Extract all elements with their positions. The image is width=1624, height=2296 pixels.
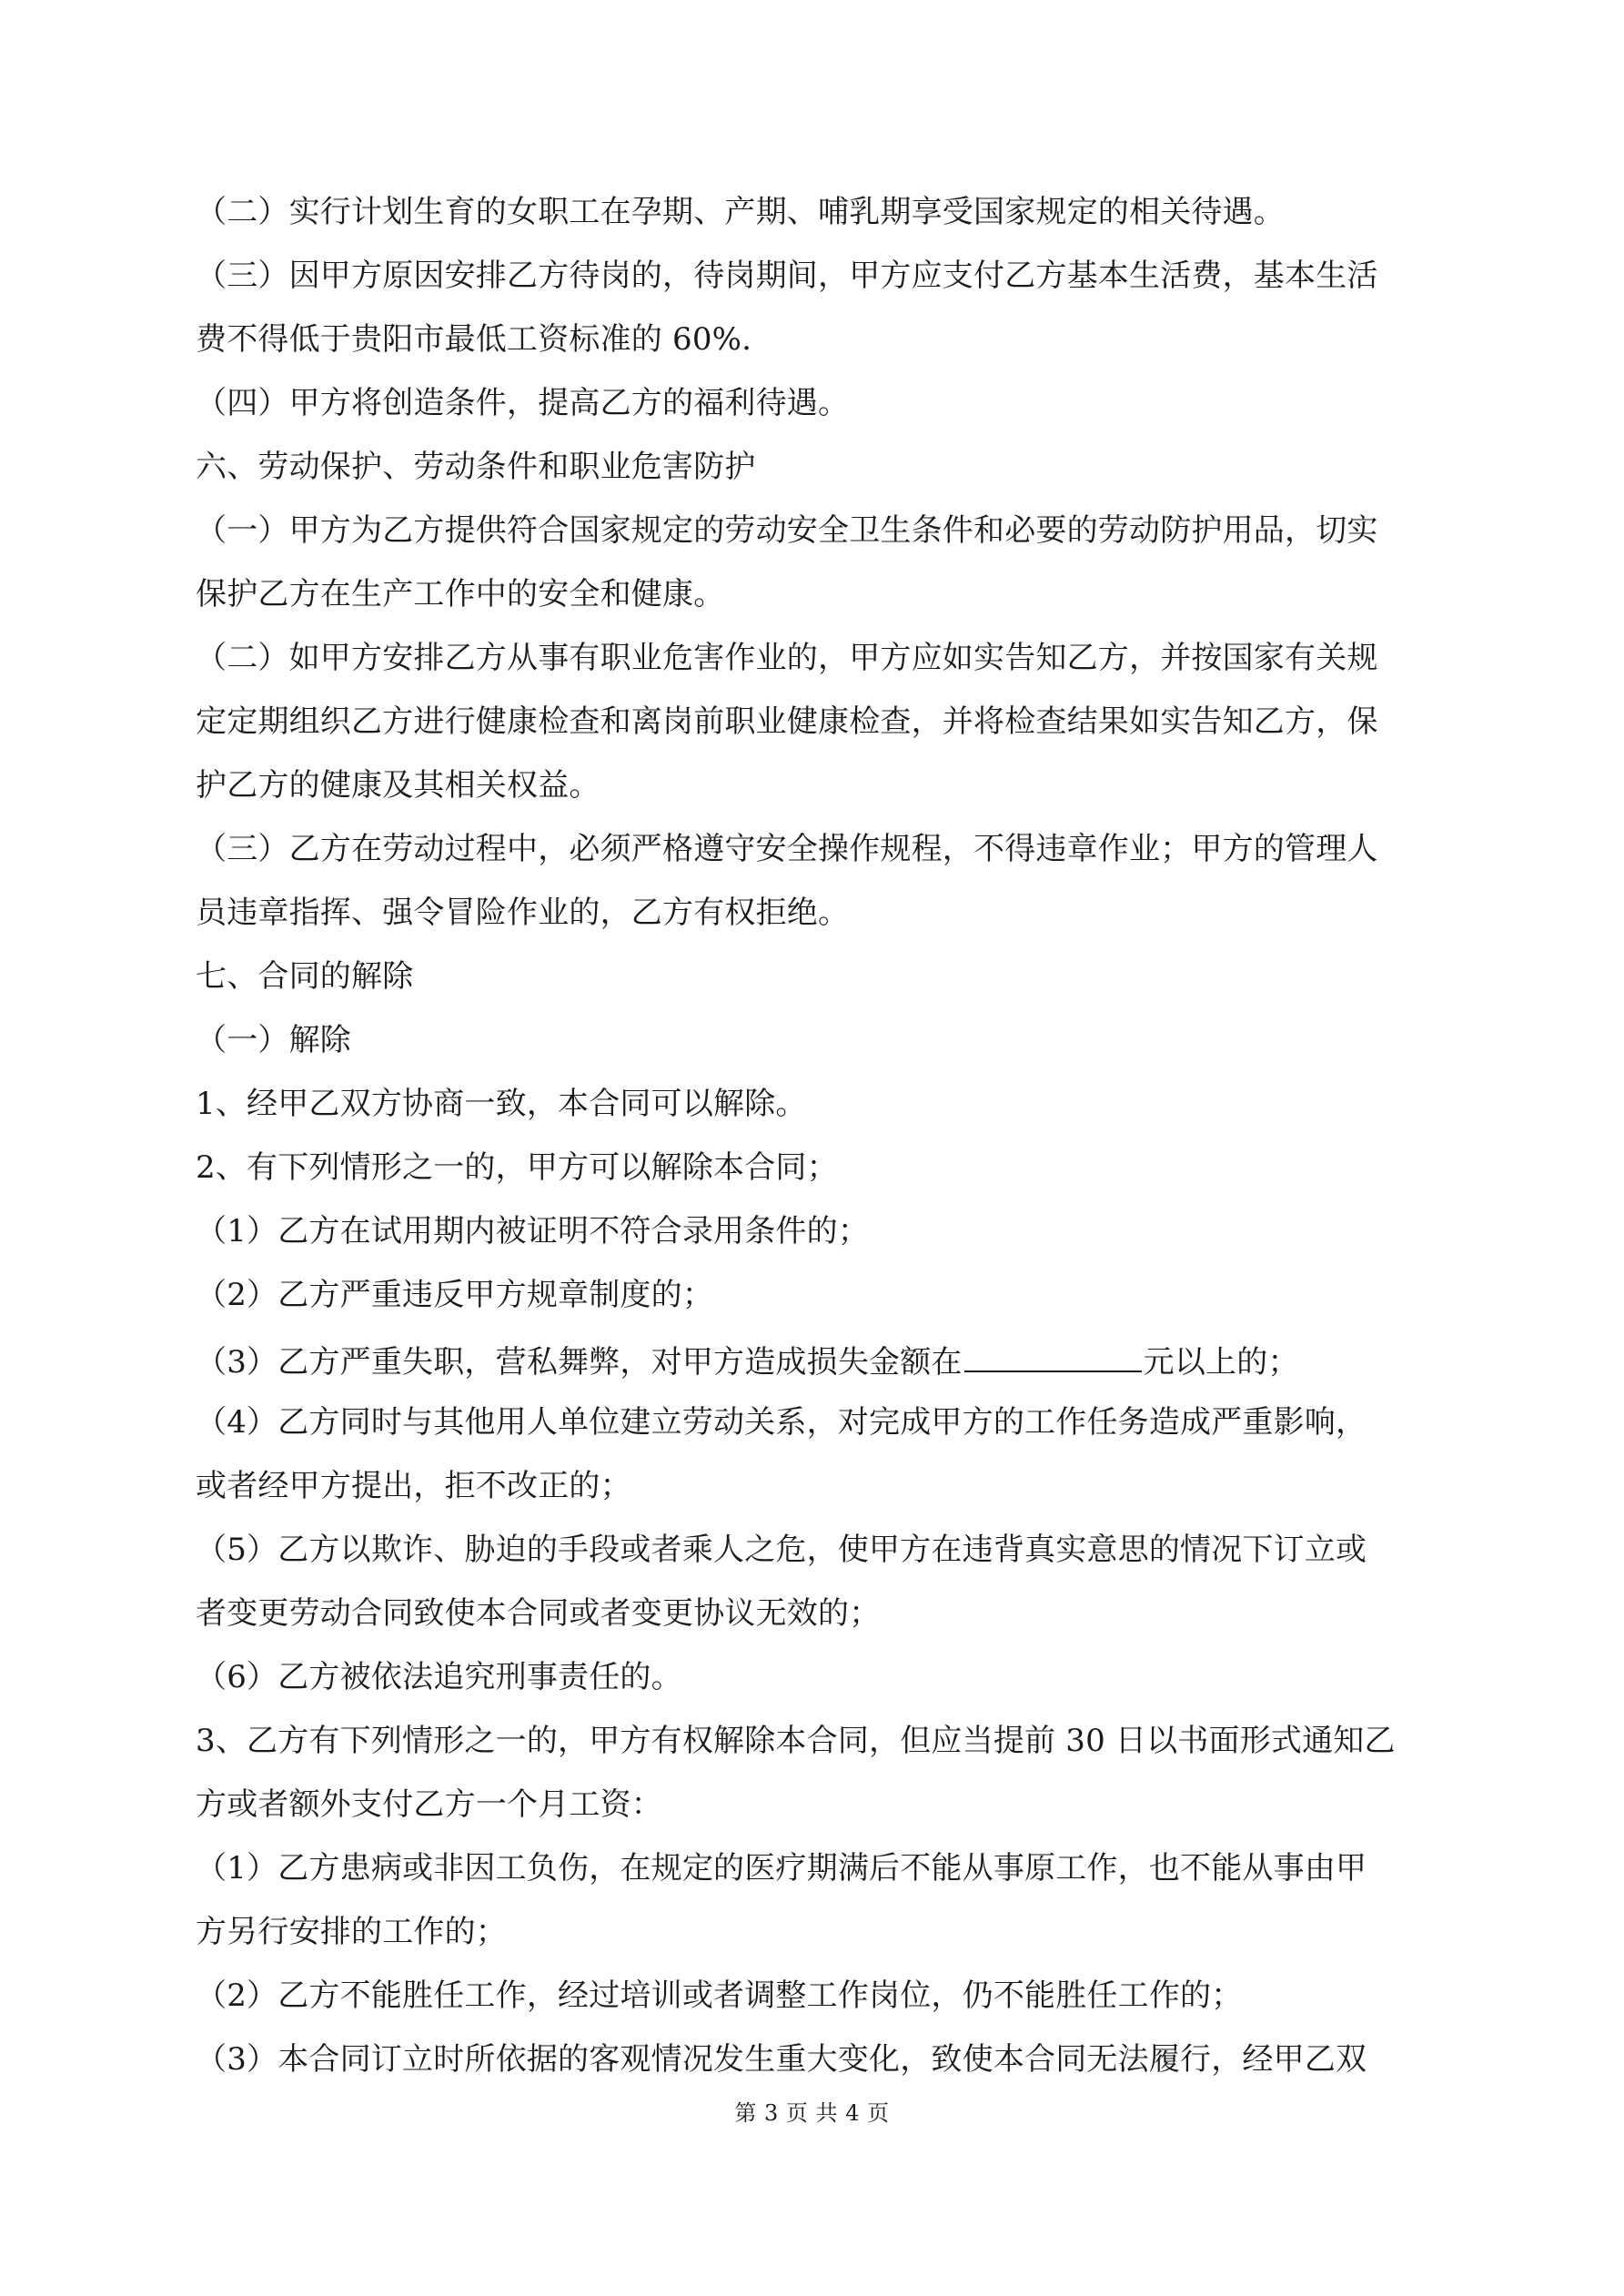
paragraph-line: 员违章指挥、强令冒险作业的，乙方有权拒绝。 — [196, 895, 850, 931]
paragraph-line: 者变更劳动合同致使本合同或者变更协议无效的； — [196, 1595, 881, 1632]
line-text-before-blank: （3）乙方严重失职，营私舞弊，对甲方造成损失金额在 — [196, 1344, 963, 1381]
paragraph-line: （四）甲方将创造条件，提高乙方的福利待遇。 — [196, 385, 850, 421]
paragraph-line: 定定期组织乙方进行健康检查和离岗前职业健康检查，并将检查结果如实告知乙方，保 — [196, 703, 1378, 740]
paragraph-line: （3）本合同订立时所依据的客观情况发生重大变化，致使本合同无法履行，经甲乙双 — [196, 2041, 1367, 2078]
paragraph-line: （二）实行计划生育的女职工在孕期、产期、哺乳期享受国家规定的相关待遇。 — [196, 194, 1285, 230]
paragraph-line: 或者经甲方提出，拒不改正的； — [196, 1468, 631, 1504]
paragraph-line: （4）乙方同时与其他用人单位建立劳动关系，对完成甲方的工作任务造成严重影响， — [196, 1404, 1367, 1441]
document-body — [196, 194, 1437, 2108]
paragraph-line-with-blank — [196, 1343, 1437, 1381]
paragraph-line: 方另行安排的工作的； — [196, 1914, 507, 1950]
paragraph-line: （二）如甲方安排乙方从事有职业危害作业的，甲方应如实告知乙方，并按国家有关规 — [196, 640, 1378, 676]
fill-in-blank — [964, 1343, 1142, 1372]
paragraph-line: （1）乙方在试用期内被证明不符合录用条件的； — [196, 1213, 870, 1249]
paragraph-line: （2）乙方不能胜任工作，经过培训或者调整工作岗位，仍不能胜任工作的； — [196, 1977, 1243, 2014]
paragraph-line: （三）因甲方原因安排乙方待岗的，待岗期间，甲方应支付乙方基本生活费，基本生活 — [196, 258, 1378, 294]
section-heading: 六、劳动保护、劳动条件和职业危害防护 — [196, 449, 756, 485]
paragraph-line: 3、乙方有下列情形之一的，甲方有权解除本合同，但应当提前 30 日以书面形式通知乙 — [196, 1723, 1396, 1759]
paragraph-line: 护乙方的健康及其相关权益。 — [196, 767, 600, 804]
paragraph-line: 费不得低于贵阳市最低工资标准的 60%. — [196, 321, 752, 358]
paragraph-line: （三）乙方在劳动过程中，必须严格遵守安全操作规程，不得违章作业；甲方的管理人 — [196, 831, 1378, 867]
section-heading: 七、合同的解除 — [196, 958, 414, 995]
paragraph-line: 1、经甲乙双方协商一致，本合同可以解除。 — [196, 1086, 807, 1122]
subsection-heading: （一）解除 — [196, 1022, 351, 1058]
paragraph-line: （5）乙方以欺诈、胁迫的手段或者乘人之危，使甲方在违背真实意思的情况下订立或 — [196, 1532, 1367, 1568]
paragraph-line: （2）乙方严重违反甲方规章制度的； — [196, 1277, 714, 1313]
page-footer: 第 3 页 共 4 页 — [734, 2100, 890, 2126]
paragraph-line: （6）乙方被依法追究刑事责任的。 — [196, 1659, 682, 1695]
paragraph-line: 保护乙方在生产工作中的安全和健康。 — [196, 576, 725, 612]
paragraph-line: （一）甲方为乙方提供符合国家规定的劳动安全卫生条件和必要的劳动防护用品，切实 — [196, 512, 1378, 549]
paragraph-line: （1）乙方患病或非因工负伤，在规定的医疗期满后不能从事原工作，也不能从事由甲 — [196, 1850, 1367, 1886]
paragraph-line: 方或者额外支付乙方一个月工资： — [196, 1786, 662, 1823]
line-text-after-blank: 元以上的； — [1143, 1344, 1299, 1381]
paragraph-line: 2、有下列情形之一的，甲方可以解除本合同； — [196, 1149, 838, 1186]
